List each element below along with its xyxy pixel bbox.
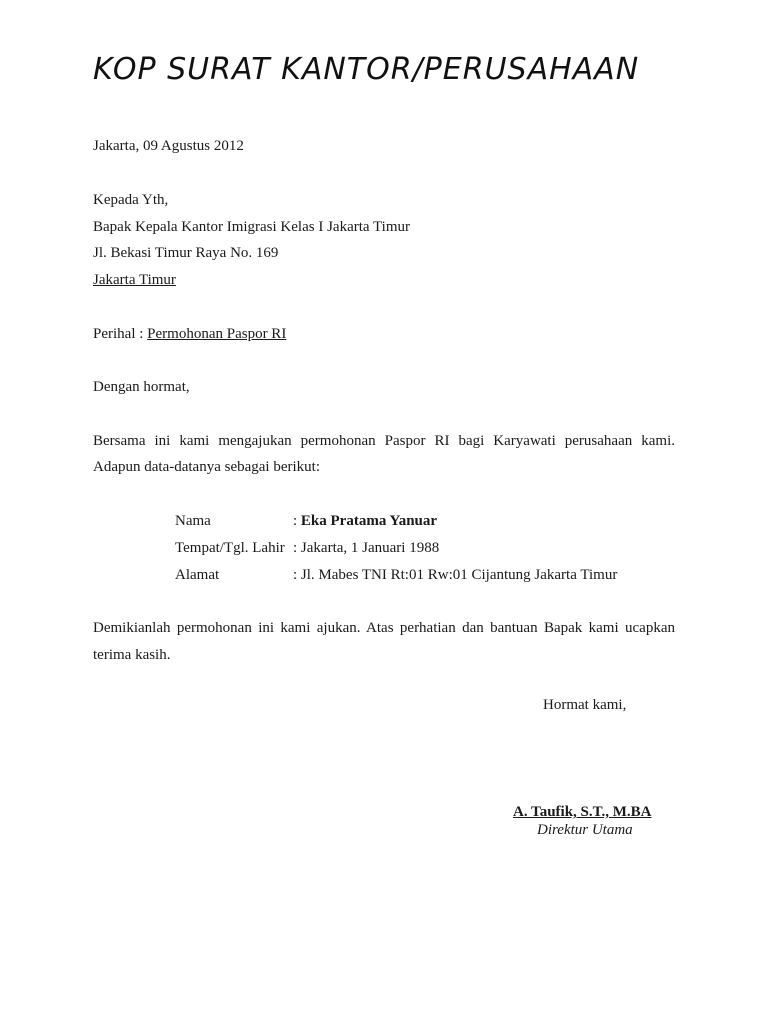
closing-paragraph-line-1: Demikianlah permohonan ini kami ajukan. Atas perhatian dan bantuan Bapak kami ucapkan (93, 620, 675, 636)
recipient-name: Bapak Kepala Kantor Imigrasi Kelas I Jakarta Timur (93, 219, 410, 235)
greeting: Dengan hormat, (93, 379, 190, 395)
detail-separator: : (293, 567, 301, 583)
signatory-title: Direktur Utama (537, 822, 633, 838)
subject-label: Perihal : (93, 326, 148, 342)
detail-separator: : (293, 540, 301, 556)
detail-value: Jl. Mabes TNI Rt:01 Rw:01 Cijantung Jakarta Timur (300, 567, 618, 583)
recipient-city: Jakarta Timur (93, 272, 176, 288)
closing-salutation: Hormat kami, (543, 697, 627, 713)
detail-label: Tempat/Tgl. Lahir (175, 540, 285, 556)
detail-row-nama (175, 511, 437, 531)
subject-value: Permohonan Paspor RI (147, 326, 287, 342)
recipient-salutation: Kepada Yth, (93, 192, 169, 208)
recipient-street: Jl. Bekasi Timur Raya No. 169 (93, 245, 279, 261)
letterhead-title: KOP SURAT KANTOR/PERUSAHAAN (93, 52, 640, 87)
detail-label: Alamat (175, 567, 220, 583)
detail-row-alamat (175, 565, 617, 585)
detail-value: Jakarta, 1 Januari 1988 (300, 540, 440, 556)
signatory-name: A. Taufik, S.T., M.BA (513, 804, 652, 820)
intro-line-2: Adapun data-datanya sebagai berikut: (93, 459, 320, 475)
closing-paragraph-line-2: terima kasih. (93, 647, 171, 663)
detail-separator: : (293, 513, 301, 529)
intro-line-1: Bersama ini kami mengajukan permohonan Paspor RI bagi Karyawati perusahaan kami. (93, 433, 675, 449)
detail-value: Eka Pratama Yanuar (300, 513, 438, 529)
detail-label: Nama (175, 513, 211, 529)
subject-line (93, 324, 286, 344)
place-date: Jakarta, 09 Agustus 2012 (93, 138, 244, 154)
detail-row-ttl (175, 538, 439, 558)
